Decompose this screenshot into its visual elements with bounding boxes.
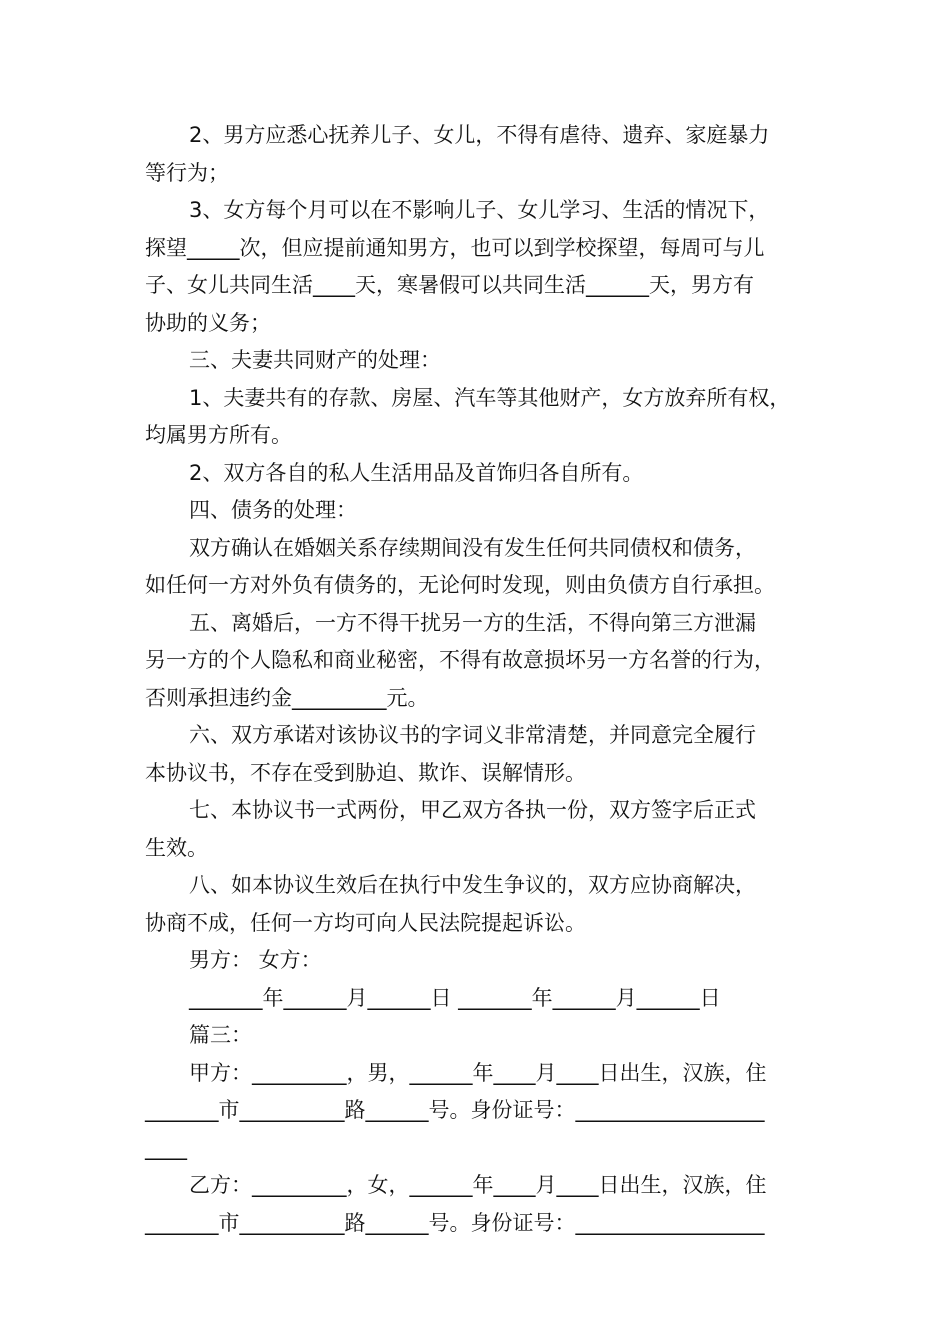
text-line: 双方确认在婚姻关系存续期间没有发生任何共同债权和债务， — [189, 535, 756, 560]
signature-labels: 男方： 女方： — [189, 948, 322, 972]
party-a-id-continuation: ____ — [145, 1135, 187, 1160]
text-line: 3、女方每个月可以在不影响儿子、女儿学习、生活的情况下， — [189, 198, 770, 222]
text-line: 六、双方承诺对该协议书的字词义非常清楚，并同意完全履行 — [189, 723, 756, 747]
party-a-address: _______市__________路______号。身份证号：__________________ — [145, 1098, 765, 1122]
text-line: 七、本协议书一式两份，甲乙双方各执一份，双方签字后正式 — [189, 798, 756, 822]
text-line: 子、女儿共同生活____天，寒暑假可以共同生活______天，男方有 — [145, 273, 754, 297]
text-line: 等行为； — [145, 160, 229, 185]
text-line: 协助的义务； — [145, 310, 271, 335]
text-line: 均属男方所有。 — [145, 423, 292, 447]
section-heading: 三、夫妻共同财产的处理： — [189, 348, 441, 372]
party-b-line: 乙方：_________，女，______年____月____日出生，汉族，住 — [189, 1173, 767, 1197]
signature-dates: _______年______月______日 _______年______月______日 — [189, 985, 721, 1010]
text-line: 探望_____次，但应提前通知男方，也可以到学校探望，每周可与儿 — [145, 235, 765, 260]
text-line: 否则承担违约金_________元。 — [145, 685, 429, 710]
text-line: 本协议书，不存在受到胁迫、欺诈、误解情形。 — [145, 760, 586, 785]
text-line: 2、双方各自的私人生活用品及首饰归各自所有。 — [189, 460, 644, 485]
text-line: 另一方的个人隐私和商业秘密，不得有故意损坏另一方名誉的行为， — [145, 648, 775, 672]
document-body — [145, 117, 815, 1242]
text-line: 1、夫妻共有的存款、房屋、汽车等其他财产，女方放弃所有权， — [189, 385, 791, 410]
party-a-line: 甲方：_________，男，______年____月____日出生，汉族，住 — [189, 1060, 767, 1085]
text-line: 2、男方应悉心抚养儿子、女儿，不得有虐待、遗弃、家庭暴力 — [189, 123, 770, 147]
text-line: 生效。 — [145, 835, 208, 860]
text-line: 五、离婚后，一方不得干扰另一方的生活，不得向第三方泄漏 — [189, 610, 756, 635]
text-line: 协商不成，任何一方均可向人民法院提起诉讼。 — [145, 910, 586, 935]
text-line: 八、如本协议生效后在执行中发生争议的，双方应协商解决， — [189, 873, 756, 897]
party-b-address: _______市__________路______号。身份证号：__________________ — [145, 1210, 765, 1235]
section-heading: 篇三： — [189, 1023, 252, 1047]
text-line: 如任何一方对外负有债务的，无论何时发现，则由负债方自行承担。 — [145, 573, 775, 597]
section-heading: 四、债务的处理： — [189, 498, 357, 522]
